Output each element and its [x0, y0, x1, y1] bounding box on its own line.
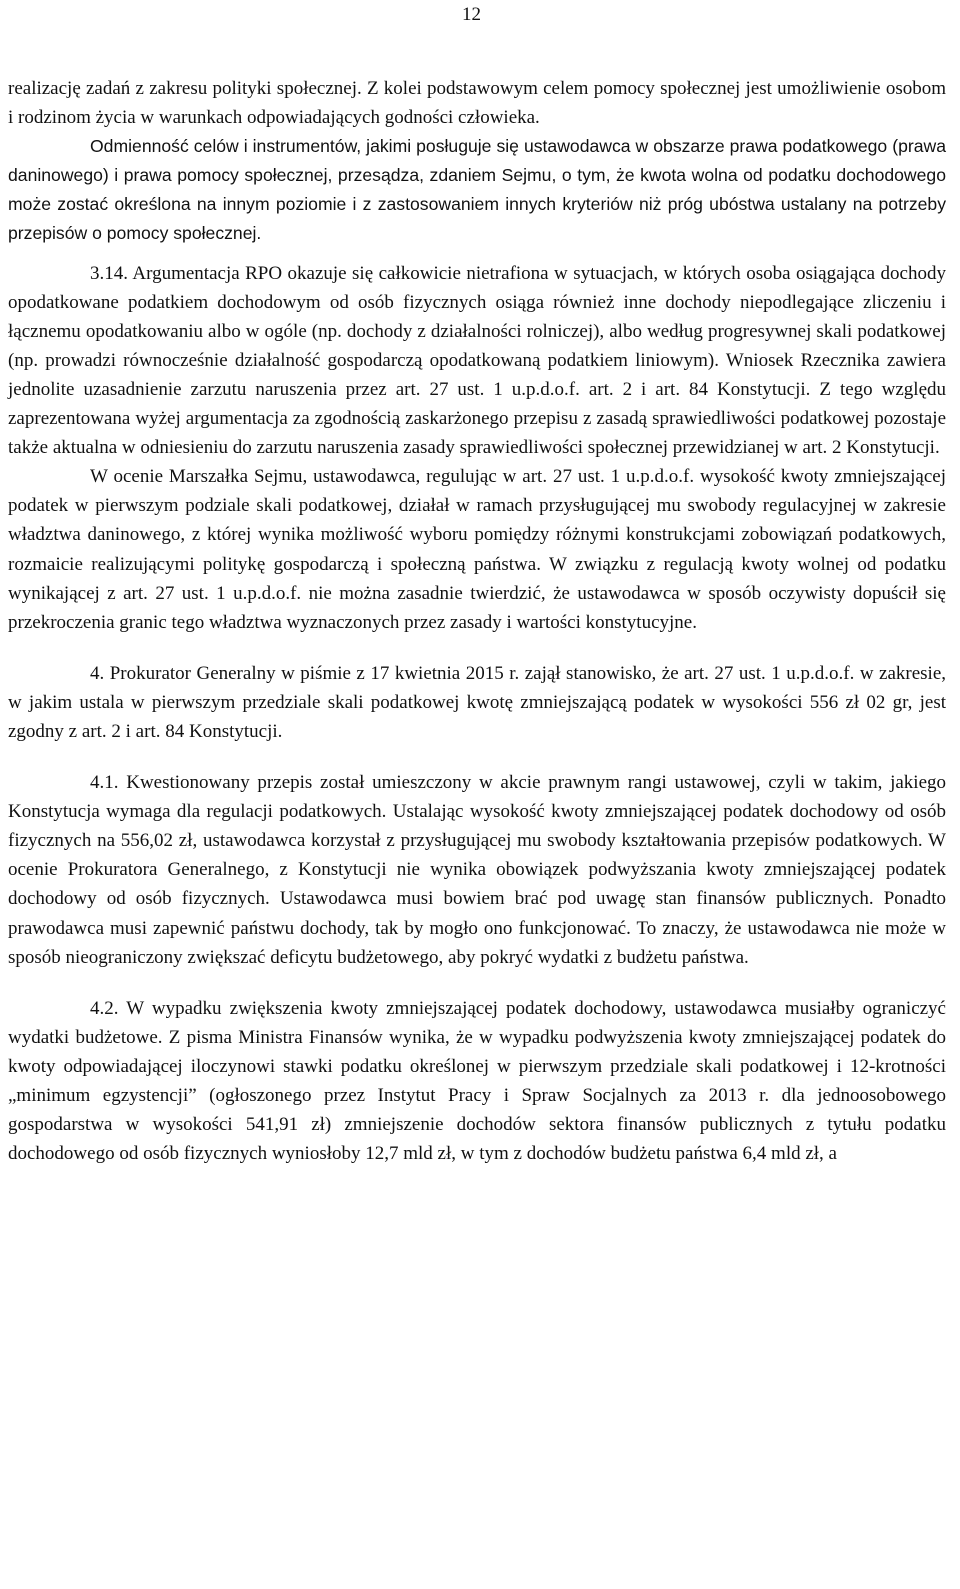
document-body — [8, 74, 946, 1168]
paragraph-continuation: realizację zadań z zakresu polityki społecznej. Z kolei podstawowym celem pomocy społecznej jest umożliwienie osobom i rodzinom życia w warunkach odpowiadających godności człowieka. — [8, 78, 946, 129]
paragraph-4-1: 4.1. Kwestionowany przepis został umieszczony w akcie prawnym rangi ustawowej, czyli w takim, jakiego Konstytucja wymaga dla regulacji podatkowych. Ustalając wysokość kwoty zmniejszającej podatek dochodowy od osób fizycznych na 556,02 zł, ustawodawca korzystał z przysługującej mu swobody kształtowania przepisów podatkowych. W ocenie Prokuratora Generalnego, z Konstytucji nie wynika obowiązek podwyższania kwoty zmniejszającej podatek dochodowy od osób fizycznych. Ustawodawca musi bowiem brać pod uwagę stan finansów publicznych. Ponadto prawodawca musi zapewnić państwu dochody, tak by mogło ono funkcjonować. To znaczy, że ustawodawca nie może w sposób nieograniczony zwiększać deficytu budżetowego, aby pokryć wydatki z budżetu państwa. — [8, 772, 946, 968]
paragraph-3-14: 3.14. Argumentacja RPO okazuje się całkowicie nietrafiona w sytuacjach, w których osoba osiągająca dochody opodatkowane podatkiem dochodowym od osób fizycznych osiąga również inne dochody niepodlegające zliczeniu i łącznemu opodatkowaniu albo w ogóle (np. dochody z działalności rolniczej), albo według progresywnej skali podatkowej (np. prowadzi równocześnie działalność gospodarczą opodatkowaną podatkiem liniowym). Wniosek Rzecznika zawiera jednolite uzasadnienie zarzutu naruszenia przez art. 27 ust. 1 u.p.d.o.f. art. 2 i art. 84 Konstytucji. Z tego względu zaprezentowana wyżej argumentacja za zgodnością zaskarżonego przepisu z zasadą sprawiedliwości podatkowej pozostaje także aktualna w odniesieniu do zarzutu naruszenia zasady sprawiedliwości społecznej przewidzianej w art. 2 Konstytucji. — [8, 262, 946, 459]
page-number: 12 — [462, 4, 481, 25]
paragraph-4-prokurator: 4. Prokurator Generalny w piśmie z 17 kwietnia 2015 r. zajął stanowisko, że art. 27 ust. 1 u.p.d.o.f. w zakresie, w jakim ustala w pierwszym przedziale skali podatkowej kwotę zmniejszającą podatek w wysokości 556 zł 02 gr, jest zgodny z art. 2 i art. 84 Konstytucji. — [8, 662, 946, 742]
paragraph-4-2: 4.2. W wypadku zwiększenia kwoty zmniejszającej podatek dochodowy, ustawodawca musiałby ograniczyć wydatki budżetowe. Z pisma Ministra Finansów wynika, że w wypadku podwyższenia kwoty zmniejszającej podatek do kwoty odpowiadającej iloczynowi stawki podatku określonej w pierwszym przedziale skali podatkowej i 12-krotności „minimum egzystencji” (ogłoszonego przez Instytut Pracy i Spraw Socjalnych za 2013 r. dla jednoosobowego gospodarstwa w wysokości 541,91 zł) zmniejszenie dochodów sektora finansów publicznych z tytułu podatku dochodowego od osób fizycznych wyniosłoby 12,7 mld zł, w tym z dochodów budżetu państwa 6,4 mld zł, a — [8, 997, 946, 1165]
paragraph-marszalek-sejmu: W ocenie Marszałka Sejmu, ustawodawca, regulując w art. 27 ust. 1 u.p.d.o.f. wysokość kwoty zmniejszającej podatek w pierwszym podziale skali podatkowej, działał w ramach przysługującej mu swobody regulacyjnej w zakresie władztwa daninowego, z której wynika możliwość wyboru pomiędzy różnymi konstrukcjami zobowiązań podatkowych, rozmaicie realizującymi politykę gospodarczą i społeczną państwa. W związku z regulacją kwoty wolnej od podatku wynikającej z art. 27 ust. 1 u.p.d.o.f. nie można zasadnie twierdzić, że ustawodawca w sposób oczywisty dopuścił się przekroczenia granic tego władztwa wyznaczonych przez zasady i wartości konstytucyjne. — [8, 466, 946, 633]
paragraph-odmiennosc: Odmienność celów i instrumentów, jakimi posługuje się ustawodawca w obszarze prawa podatkowego (prawa daninowego) i prawa pomocy społecznej, przesądza, zdaniem Sejmu, o tym, że kwota wolna od podatku dochodowego może zostać określona na innym poziomie i z zastosowaniem innych kryteriów niż próg ubóstwa ustalany na potrzeby przepisów o pomocy społecznej. — [8, 136, 946, 244]
